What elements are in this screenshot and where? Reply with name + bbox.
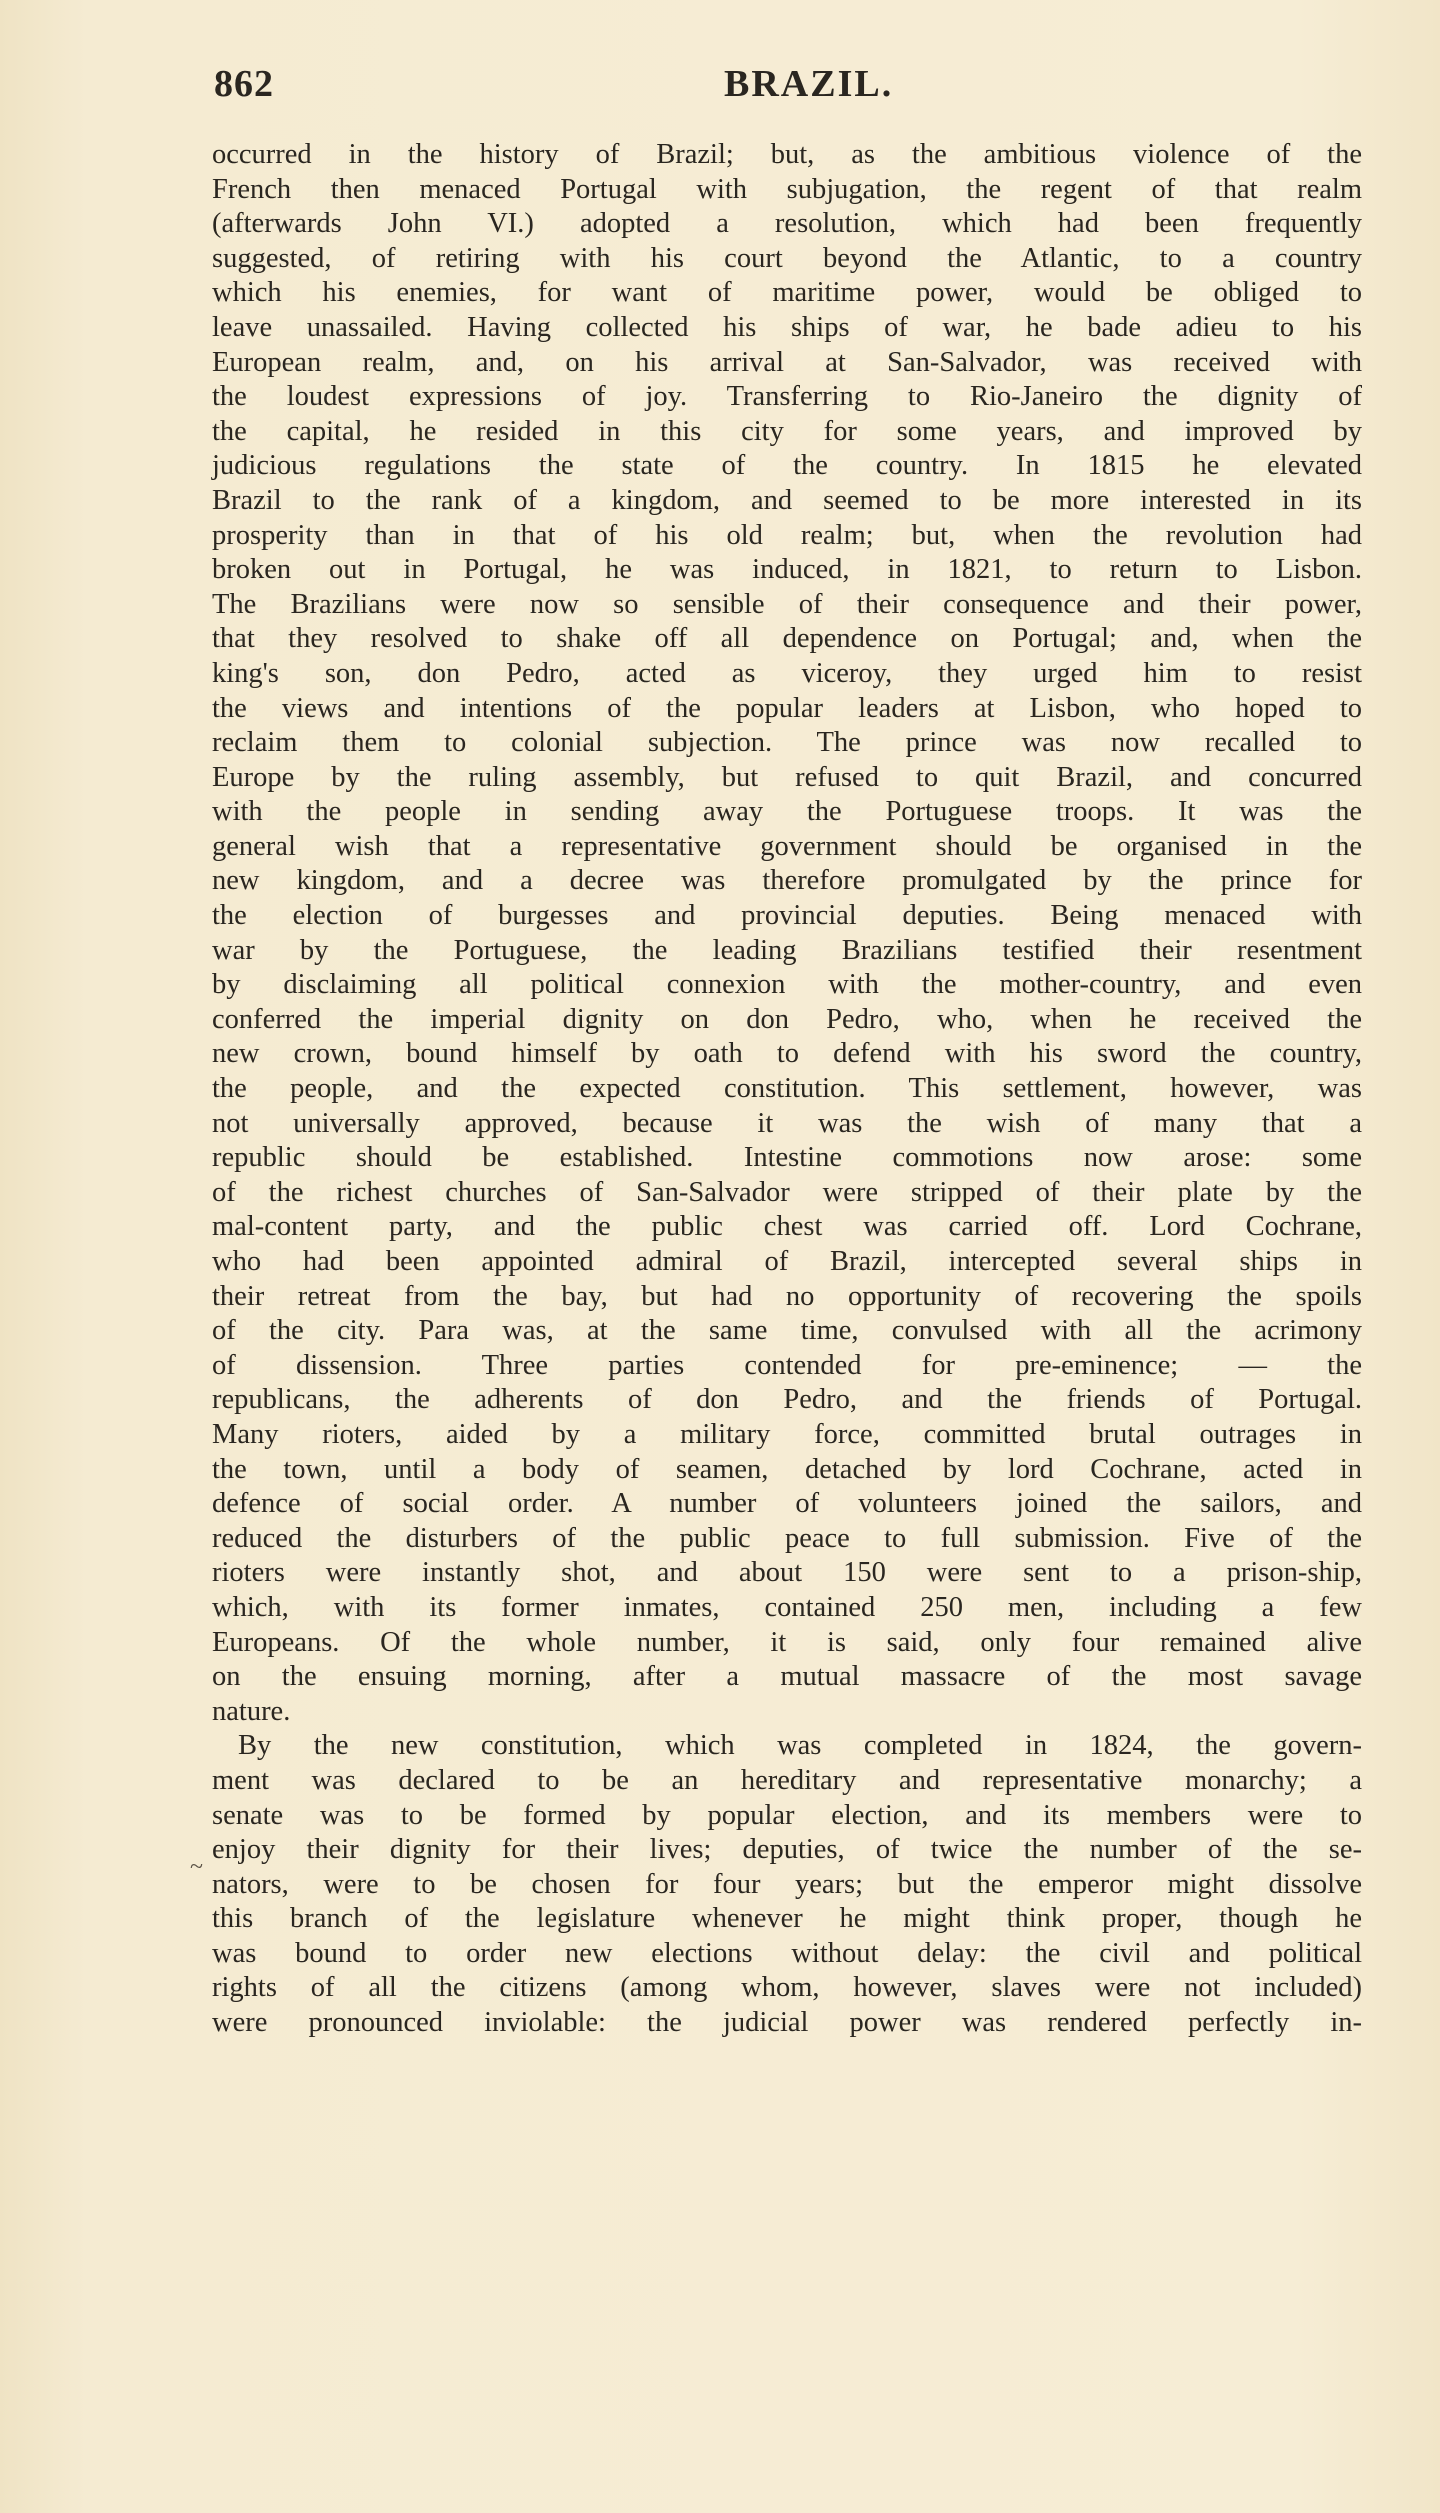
text-line: was bound to order new elections without delay: the civil and political	[212, 1937, 1362, 1969]
text-line: rights of all the citizens (among whom, however, slaves were not included)	[212, 1972, 1362, 2004]
text-line: the town, until a body of seamen, detached by lord Cochrane, acted in	[212, 1453, 1362, 1485]
paragraph	[212, 138, 1362, 1729]
text-line: Many rioters, aided by a military force, committed brutal outrages in	[212, 1418, 1362, 1450]
text-line: By the new constitution, which was completed in 1824, the govern-	[238, 1730, 1362, 1762]
text-line: of dissension. Three parties contended for pre-eminence; — the	[212, 1349, 1362, 1381]
text-line: conferred the imperial dignity on don Pedro, who, when he received the	[212, 1003, 1362, 1035]
text-line: of the city. Para was, at the same time, convulsed with all the acrimony	[212, 1315, 1362, 1347]
text-line: mal-content party, and the public chest was carried off. Lord Cochrane,	[212, 1211, 1362, 1243]
margin-mark: ~	[190, 1854, 203, 1880]
text-line: defence of social order. A number of volunteers joined the sailors, and	[212, 1488, 1362, 1520]
text-line: on the ensuing morning, after a mutual massacre of the most savage	[212, 1661, 1362, 1693]
text-line: not universally approved, because it was the wish of many that a	[212, 1107, 1362, 1139]
text-line: their retreat from the bay, but had no opportunity of recovering the spoils	[212, 1280, 1362, 1312]
text-line: the loudest expressions of joy. Transferring to Rio-Janeiro the dignity of	[212, 381, 1362, 413]
text-line: French then menaced Portugal with subjugation, the regent of that realm	[212, 173, 1362, 205]
text-line: enjoy their dignity for their lives; deputies, of twice the number of the se-	[212, 1834, 1362, 1866]
text-line: which his enemies, for want of maritime power, would be obliged to	[212, 277, 1362, 309]
text-line: occurred in the history of Brazil; but, as the ambitious violence of the	[212, 139, 1362, 170]
text-line: new kingdom, and a decree was therefore promulgated by the prince for	[212, 865, 1362, 897]
text-line: reclaim them to colonial subjection. The prince was now recalled to	[212, 727, 1362, 759]
text-line: the capital, he resided in this city for some years, and improved by	[212, 415, 1362, 447]
text-line: Europeans. Of the whole number, it is said, only four remained alive	[212, 1626, 1362, 1658]
text-line: the election of burgesses and provincial deputies. Being menaced with	[212, 900, 1362, 932]
text-line: nature.	[212, 1695, 291, 1727]
text-line: republicans, the adherents of don Pedro, and the friends of Portugal.	[212, 1384, 1362, 1416]
body-text	[212, 138, 1362, 2041]
text-line: the people, and the expected constitution. This settlement, however, was	[212, 1073, 1362, 1105]
text-line: Europe by the ruling assembly, but refused to quit Brazil, and concurred	[212, 761, 1362, 793]
text-line: ment was declared to be an hereditary and representative monarchy; a	[212, 1764, 1362, 1796]
text-line: leave unassailed. Having collected his ships of war, he bade adieu to his	[212, 311, 1362, 343]
text-line: broken out in Portugal, he was induced, in 1821, to return to Lisbon.	[212, 554, 1362, 586]
text-line: reduced the disturbers of the public peace to full submission. Five of the	[212, 1522, 1362, 1554]
paragraph	[212, 1729, 1362, 2040]
text-line: nators, were to be chosen for four years; but the emperor might dissolve	[212, 1868, 1362, 1900]
text-line: that they resolved to shake off all dependence on Portugal; and, when the	[212, 623, 1362, 655]
text-line: prosperity than in that of his old realm; but, when the revolution had	[212, 519, 1362, 551]
text-line: Brazil to the rank of a kingdom, and seemed to be more interested in its	[212, 484, 1362, 516]
text-line: general wish that a representative government should be organised in the	[212, 830, 1362, 862]
page-number: 862	[214, 63, 274, 105]
text-line: republic should be established. Intestine commotions now arose: some	[212, 1142, 1362, 1174]
text-line: rioters were instantly shot, and about 150 were sent to a prison-ship,	[212, 1557, 1362, 1589]
text-line: European realm, and, on his arrival at San-Salvador, was received with	[212, 346, 1362, 378]
page-header	[214, 62, 1374, 112]
text-line: new crown, bound himself by oath to defend with his sword the country,	[212, 1038, 1362, 1070]
text-line: by disclaiming all political connexion with the mother-country, and even	[212, 969, 1362, 1001]
text-line: (afterwards John VI.) adopted a resolution, which had been frequently	[212, 208, 1362, 240]
text-line: suggested, of retiring with his court beyond the Atlantic, to a country	[212, 242, 1362, 274]
text-line: judicious regulations the state of the country. In 1815 he elevated	[212, 450, 1362, 482]
text-line: were pronounced inviolable: the judicial power was rendered perfectly in-	[212, 2007, 1362, 2039]
text-line: senate was to be formed by popular election, and its members were to	[212, 1799, 1362, 1831]
text-line: The Brazilians were now so sensible of their consequence and their power,	[212, 588, 1362, 620]
running-head: BRAZIL.	[724, 63, 894, 105]
text-line: of the richest churches of San-Salvador were stripped of their plate by the	[212, 1176, 1362, 1208]
text-line: king's son, don Pedro, acted as viceroy, they urged him to resist	[212, 657, 1362, 689]
text-line: war by the Portuguese, the leading Brazilians testified their resentment	[212, 934, 1362, 966]
text-line: the views and intentions of the popular leaders at Lisbon, who hoped to	[212, 692, 1362, 724]
text-line: which, with its former inmates, contained 250 men, including a few	[212, 1591, 1362, 1623]
text-line: this branch of the legislature whenever he might think proper, though he	[212, 1903, 1362, 1935]
text-line: who had been appointed admiral of Brazil, intercepted several ships in	[212, 1246, 1362, 1277]
text-line: with the people in sending away the Portuguese troops. It was the	[212, 796, 1362, 828]
